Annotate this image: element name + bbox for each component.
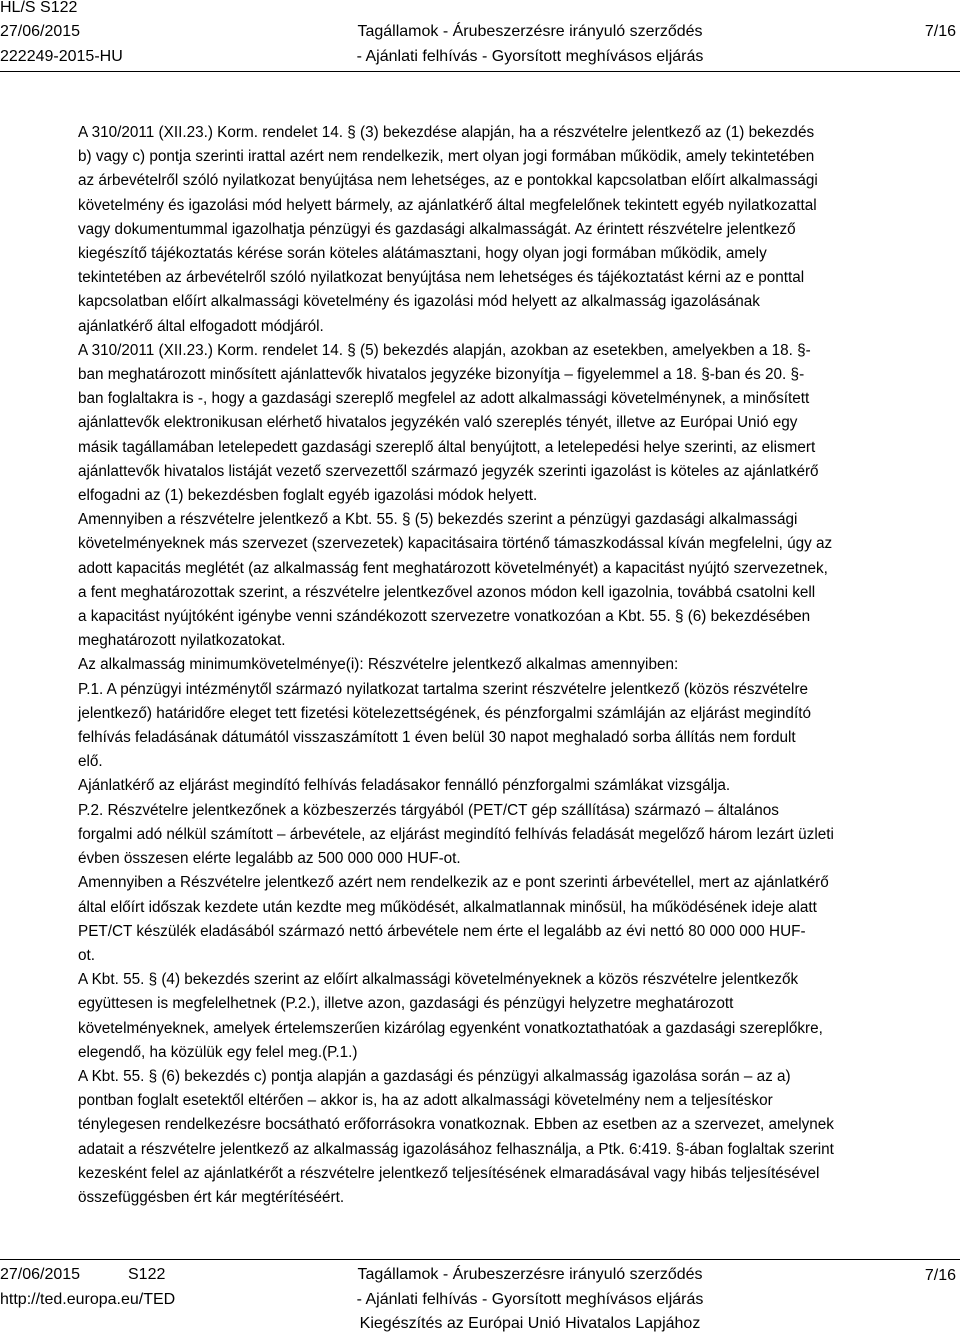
text-line: A Kbt. 55. § (6) bekezdés c) pontja alapján a gazdasági és pénzügyi alkalmasság igazolása során – az a) [78, 1067, 791, 1085]
text-line: PET/CT készülék eladásából származó nettó árbevétele nem érte el legalább az évi nettó 80 000 000 HUF- [78, 922, 806, 940]
text-line: Az alkalmasság minimumkövetelménye(i): Részvételre jelentkező alkalmas amennyiben: [78, 656, 679, 674]
text-line: P.1. A pénzügyi intézménytől származó nyilatkozat tartalma szerint részvételre jelentkező (közös részvételre [78, 680, 809, 698]
footer-title-line3: Kiegészítés az Európai Unió Hivatalos Lapjához [359, 1315, 701, 1332]
text-line: ténylegesen rendelkezésre bocsátható erőforrásokra vonatkoznak. Ebben az esetben az a szervezet, amelynek [78, 1116, 834, 1134]
header-date: 27/06/2015 [0, 23, 81, 40]
text-line: jelentkező) határidőre eleget tett fizetési kötelezettségének, és pénzforgalmi számláján az eljárást megindító [78, 704, 811, 722]
document-body [78, 121, 958, 1210]
footer-title-line2: - Ajánlati felhívás - Gyorsított meghívásos eljárás [356, 1291, 704, 1308]
text-line: ban foglaltakra is -, hogy a gazdasági szereplő megfelel az adott alkalmassági követelménynek, a minősített [78, 390, 810, 408]
notice-id: 222249-2015-HU [0, 48, 123, 65]
text-line: ot. [78, 946, 96, 964]
text-line: ajánlatkérő által elfogadott módjáról. [78, 317, 324, 335]
text-line: tekintetében az árbevételről szóló nyilatkozat benyújtása nem lehetséges és tájékoztatást kérni az e ponttal [78, 269, 805, 287]
footer-url-link[interactable]: http://ted.europa.eu/TED [0, 1291, 176, 1308]
text-line: pontban foglalt esetektől eltérően – akkor is, ha az adott alkalmassági követelmény nem a teljesítéskor [78, 1092, 773, 1110]
text-line: kapcsolatban előírt alkalmassági követelmény és igazolási mód helyett az alkalmasság igazolásának [78, 293, 760, 311]
text-line: A 310/2011 (XII.23.) Korm. rendelet 14. § (3) bekezdése alapján, ha a részvételre jelentkező az (1) bekezdés [78, 124, 815, 141]
text-line: elő. [78, 753, 103, 771]
text-line: együttesen is megfelelhetnek (P.2.), illetve azon, gazdasági és pénzügyi helyzetre meghatározott [78, 995, 734, 1013]
footer-rule [0, 1259, 960, 1260]
text-line: meghatározott nyilatkozatokat. [78, 632, 286, 650]
text-line: elegendő, ha közülük egy felel meg.(P.1.) [78, 1043, 358, 1061]
text-line: adatait a részvételre jelentkező az alkalmasság igazolásához felhasználja, a Ptk. 6:419. §-ában foglaltak szerint [78, 1140, 834, 1158]
text-line: vagy dokumentummal igazolhatja pénzügyi és gazdasági alkalmasságát. Az érintett részvételre jelentkező [78, 220, 796, 238]
text-line: ajánlattevők elektronikusan elérhető hivatalos jegyzékén való szereplés tényét, illetve az Európai Unió egy [78, 414, 798, 432]
text-line: elfogadni az (1) bekezdésben foglalt egyéb igazolási módok helyett. [78, 487, 538, 505]
footer-date: 27/06/2015 [0, 1266, 81, 1283]
text-line: évben összesen elérte legalább az 500 000 000 HUF-ot. [78, 850, 461, 868]
footer-page-number: 7/16 [924, 1267, 956, 1284]
text-line: Amennyiben a Részvételre jelentkező azért nem rendelkezik az e pont szerinti árbevétellel, mert az ajánlatkérő [78, 874, 829, 892]
footer-series: S122 [128, 1266, 166, 1283]
header-page-number: 7/16 [924, 23, 956, 40]
text-line: a fent meghatározottak szerint, a részvételre jelentkezővel azonos módon kell igazolnia, továbbá csatolni kell [78, 583, 816, 601]
text-line: kezesként felel az ajánlatkérőt a részvételre jelentkező teljesítésének elmaradásával vagy hibás teljesítésével [78, 1164, 820, 1182]
text-line: által előírt időszak kezdete után kezdte meg működését, alkalmatlannak minősül, ha működésének ideje alatt [78, 898, 817, 916]
text-line: Amennyiben a részvételre jelentkező a Kbt. 55. § (5) bekezdés szerint a pénzügyi gazdasági alkalmassági [78, 511, 798, 529]
text-line: A Kbt. 55. § (4) bekezdés szerint az előírt alkalmassági követelményeknek a közös részvételre jelentkezők [78, 971, 799, 989]
footer-title-line1: Tagállamok - Árubeszerzésre irányuló szerződés [357, 1266, 703, 1283]
text-line: adott kapacitás meglétét (az alkalmasság fent meghatározott követelményét) a kapacitást nyújtó szervezetnek, [78, 559, 828, 577]
text-line: A 310/2011 (XII.23.) Korm. rendelet 14. § (5) bekezdés alapján, azokban az esetekben, amelyekben a 18. §- [78, 341, 811, 359]
text-line: Ajánlatkérő az eljárást megindító felhívás feladásakor fennálló pénzforgalmi számlákat vizsgálja. [78, 777, 731, 795]
text-line: másik tagállamában letelepedett gazdasági szereplő által benyújtott, a letelepedési helye szerinti, az elismert [78, 438, 816, 456]
header-title-line2: - Ajánlati felhívás - Gyorsított meghívásos eljárás [356, 48, 704, 65]
text-line: követelményeknek más szervezet (szervezetek) kapacitásaira történő támaszkodással kíván megfelelni, úgy az [78, 535, 833, 553]
text-line: forgalmi adó nélkül számított – árbevétele, az eljárást megindító felhívás feladását megelőző három lezárt üzleti [78, 825, 834, 843]
text-line: követelményeknek, amelyek értelemszerűen kizárólag egyenként vonatkoztathatóak a gazdasági szereplőkre, [78, 1019, 823, 1037]
text-line: b) vagy c) pontja szerinti irattal azért nem rendelkezik, mert olyan jogi formában működik, amely tekintetében [78, 148, 815, 166]
doc-code: HL/S S122 [0, 0, 78, 16]
header-title-line1: Tagállamok - Árubeszerzésre irányuló szerződés [357, 23, 703, 40]
text-line: követelmény és igazolási mód helyett bármely, az ajánlatkérő által megfelelőnek tekintett egyéb nyilatkozattal [78, 196, 817, 214]
text-line: P.2. Részvételre jelentkezőnek a közbeszerzés tárgyából (PET/CT gép szállítása) származó – általános [78, 801, 779, 819]
text-line: az árbevételről szóló nyilatkozat benyújtása nem lehetséges, az e pontokkal kapcsolatban előírt alkalmassági [78, 172, 818, 190]
text-line: kiegészítő tájékoztatás kérése során köteles alátámasztani, hogy olyan jogi formában működik, amely [78, 245, 767, 263]
text-line: a kapacitást nyújtóként igénybe venni szándékozott szervezetre vonatkozóan a Kbt. 55. § (6) bekezdésében [78, 608, 811, 626]
header-rule [0, 71, 960, 72]
text-line: ban meghatározott minősített ajánlattevők hivatalos jegyzéke bizonyítja – figyelemmel a 18. §-ban és 20. §- [78, 366, 805, 384]
text-line: összefüggésben ért kár megtérítéséért. [78, 1188, 345, 1206]
text-line: felhívás feladásának dátumától visszaszámított 1 éven belül 30 napot meghaladó sorba állítás nem fordult [78, 729, 796, 747]
text-line: ajánlattevők hivatalos listáját vezető szervezettől származó jegyzék szerinti igazolást is köteles az ajánlatkérő [78, 462, 819, 480]
